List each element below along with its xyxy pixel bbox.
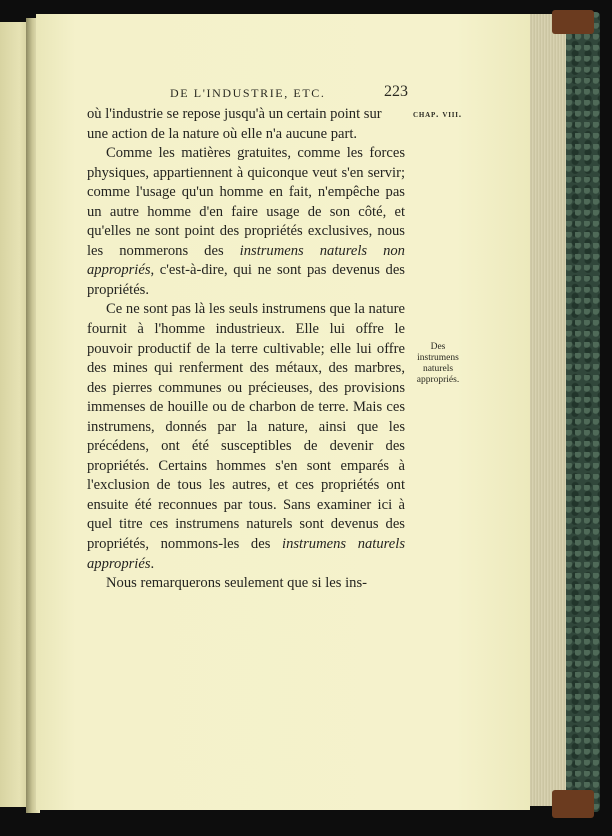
chapter-marker: chap. viii. — [413, 110, 462, 120]
marbled-cover — [566, 12, 600, 812]
marginal-note — [410, 342, 466, 386]
italic-term: instrumens naturels appropriés — [87, 536, 406, 572]
paragraph-text: . — [150, 555, 155, 572]
marginal-note-line: naturels — [422, 364, 454, 374]
paragraph-text: Ce ne sont pas là les seuls instrumens que la nature fournit à l'homme industrieux. Elle lui offre le pouvoir productif de la terre cultivable; elle lui offre des mines qui renferment des métaux, des marbres, des pierres communes ou précieuses, des provisions immenses de houille ou de charbon de terre. Mais ces instrumens, donnés par la nature, ainsi que les précédens, ont été susceptibles de devenir des propriétés. Certains hommes s'en sont emparés à l'exclusion de tous les autres, et ces propriétés ont ensuite été reconnues par tous. Sans examiner ici à quel titre ces instrumens naturels sont devenus des propriétés, nommons-les des — [87, 301, 405, 553]
marginal-note-line: Des — [430, 342, 446, 352]
paragraph-closing: Nous remarquerons seulement que si les ins- — [106, 575, 368, 592]
running-head — [96, 84, 408, 104]
paragraph-text: Comme les matières gratuites, comme les forces physiques, appartiennent à quiconque veut s'en servir; comme l'usage qu'un homme en fait, n'empêche pas un autre homme d'en faire usage de son côté, et qu'elles ne sont point des propriétés exclusives, nous les nommerons des — [87, 145, 405, 259]
page-number: 223 — [384, 83, 408, 100]
paragraph-non-appropriated — [87, 144, 405, 300]
marginal-note-line: instrumens — [417, 353, 459, 363]
paragraph-text: , c'est-à-dire, qui ne sont pas devenus des propriétés. — [87, 262, 405, 298]
running-title: DE L'INDUSTRIE, ETC. — [170, 86, 326, 100]
leather-corner-top — [552, 10, 594, 34]
body-text — [87, 105, 405, 594]
italic-term: instrumens naturels non appropriés — [87, 242, 405, 279]
marginal-note-line: appropriés. — [416, 375, 460, 385]
paragraph-appropriated — [87, 300, 405, 574]
paragraph-continuation: où l'industrie se repose jusqu'à un certain point sur une action de la nature où elle n'a aucune part. — [87, 106, 382, 142]
leather-corner-bottom — [552, 790, 594, 818]
page-edges — [528, 14, 569, 806]
